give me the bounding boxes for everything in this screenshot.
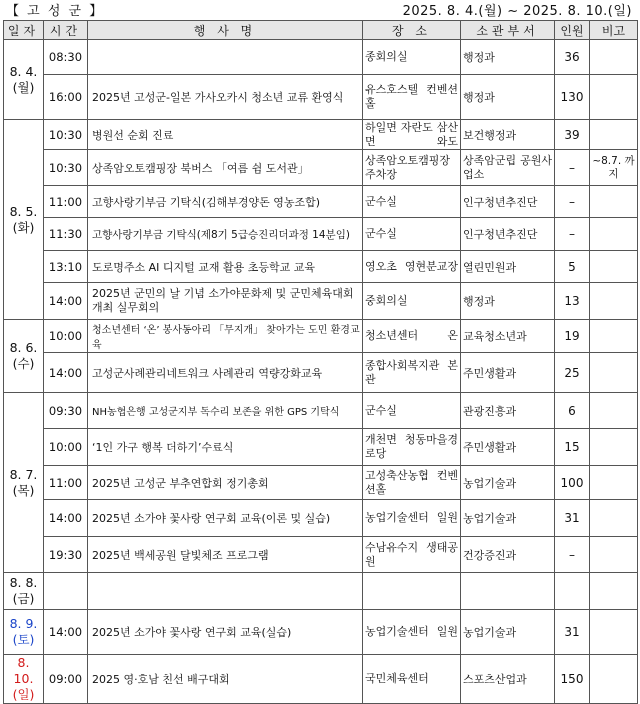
place-cell: 군수실 [363,218,461,251]
day-weekday: (수) [12,356,35,371]
table-row [4,573,638,610]
place-cell: 고성축산농협 컨벤션홀 [363,466,461,500]
page-header [0,0,640,20]
people-cell: – [555,218,590,251]
dept-cell: 농업기술과 [461,466,555,500]
place-cell [363,573,461,610]
day-cell [4,610,44,655]
day-date: 8. 10. [13,655,34,686]
dept-cell: 건강증진과 [461,537,555,573]
time-cell: 10:30 [44,120,88,150]
place-cell: 농업기술센터 일원 [363,610,461,655]
people-cell: 25 [555,353,590,393]
people-cell: 19 [555,320,590,353]
event-cell [88,40,363,75]
table-row [4,466,638,500]
col-people: 인원 [555,21,590,40]
day-date: 8. 7. [9,466,38,482]
place-cell: 영오초 영현분교장 [363,251,461,283]
event-cell: 2025 영·호남 친선 배구대회 [88,655,363,704]
event-cell: 2025년 고성군-일본 가사오카시 청소년 교류 환영식 [88,75,363,120]
day-weekday: (일) [12,687,35,702]
note-cell [590,353,638,393]
day-cell [4,573,44,610]
day-date: 8. 5. [9,203,38,219]
time-cell: 10:00 [44,429,88,466]
day-cell [4,393,44,573]
dept-cell: 농업기술과 [461,500,555,537]
table-row [4,537,638,573]
time-cell: 13:10 [44,251,88,283]
time-cell: 10:00 [44,320,88,353]
day-weekday: (화) [12,219,35,235]
place-cell: 상족암오토캠핑장 주차장 [363,150,461,186]
table-row [4,150,638,186]
time-cell: 19:30 [44,537,88,573]
people-cell: 15 [555,429,590,466]
people-cell [555,573,590,610]
time-cell: 10:30 [44,150,88,186]
table-row [4,283,638,320]
place-cell: 종회의실 [363,40,461,75]
note-cell [590,500,638,537]
schedule-period: 2025. 8. 4.(월) ~ 2025. 8. 10.(일) [402,4,632,19]
place-cell: 수남유수지 생태공원 [363,537,461,573]
event-cell: 2025년 군민의 날 기념 소가야문화제 및 군민체육대회 개최 실무회의 [88,283,363,320]
dept-cell: 교육청소년과 [461,320,555,353]
note-cell [590,218,638,251]
day-cell [4,120,44,320]
place-cell: 종합사회복지관 본관 [363,353,461,393]
event-cell: 고향사랑기부금 기탁식(제8기 5급승진리더과정 14분임) [88,218,363,251]
place-cell: 개천면 청동마을경로당 [363,429,461,466]
time-cell: 11:00 [44,186,88,218]
place-cell: 유스호스텔 컨벤션홀 [363,75,461,120]
note-cell [590,283,638,320]
table-row [4,610,638,655]
time-cell: 11:30 [44,218,88,251]
time-cell: 14:00 [44,610,88,655]
people-cell: 6 [555,393,590,429]
dept-cell: 인구청년추진단 [461,186,555,218]
table-row [4,251,638,283]
table-header-row [4,21,638,40]
event-cell: 청소년센터 ‘온’ 봉사동아리 「무지개」 찾아가는 도민 환경교육 [88,320,363,353]
note-cell [590,40,638,75]
dept-cell: 열린민원과 [461,251,555,283]
day-date: 8. 9. [9,616,38,631]
table-row [4,320,638,353]
time-cell: 08:30 [44,40,88,75]
day-cell [4,320,44,393]
day-weekday: (목) [12,482,35,498]
dept-cell: 주민생활과 [461,429,555,466]
col-note: 비고 [590,21,638,40]
dept-cell: 인구청년추진단 [461,218,555,251]
time-cell: 09:30 [44,393,88,429]
table-row [4,393,638,429]
note-cell [590,573,638,610]
time-cell: 11:00 [44,466,88,500]
note-cell [590,429,638,466]
note-cell [590,320,638,353]
note-cell [590,251,638,283]
people-cell: 130 [555,75,590,120]
day-weekday: (금) [12,591,35,606]
day-cell [4,40,44,120]
day-date: 8. 6. [9,340,38,355]
note-cell [590,75,638,120]
note-cell [590,120,638,150]
people-cell: 100 [555,466,590,500]
people-cell: 31 [555,610,590,655]
people-cell: 31 [555,500,590,537]
dept-cell: 농업기술과 [461,610,555,655]
people-cell: 39 [555,120,590,150]
time-cell [44,573,88,610]
event-cell: 고향사랑기부금 기탁식(김해부경양돈 영농조합) [88,186,363,218]
people-cell: – [555,537,590,573]
time-cell: 14:00 [44,353,88,393]
note-cell [590,186,638,218]
col-event: 행 사 명 [88,21,363,40]
note-cell [590,393,638,429]
event-cell: 도로명주소 AI 디지털 교재 활용 초등학교 교육 [88,251,363,283]
col-dept: 소관부서 [461,21,555,40]
day-cell [4,655,44,704]
note-cell [590,655,638,704]
note-cell: ~8.7. 까지 [590,150,638,186]
people-cell: 36 [555,40,590,75]
dept-cell: 보건행정과 [461,120,555,150]
place-cell: 군수실 [363,393,461,429]
table-row [4,353,638,393]
dept-cell [461,573,555,610]
time-cell: 09:00 [44,655,88,704]
place-cell: 농업기술센터 일원 [363,500,461,537]
day-weekday: (월) [12,79,35,95]
people-cell: – [555,186,590,218]
dept-cell: 행정과 [461,283,555,320]
people-cell: 13 [555,283,590,320]
dept-cell: 행정과 [461,75,555,120]
table-row [4,186,638,218]
place-cell: 국민체육센터 [363,655,461,704]
table-row [4,655,638,704]
event-cell: 고성군사례관리네트워크 사례관리 역량강화교육 [88,353,363,393]
table-row [4,500,638,537]
table-row [4,40,638,75]
time-cell: 14:00 [44,500,88,537]
day-weekday: (토) [12,632,35,647]
people-cell: – [555,150,590,186]
place-cell: 하일면 자란도 삼산면 와도 [363,120,461,150]
note-cell [590,466,638,500]
place-cell: 청소년센터 온 [363,320,461,353]
time-cell: 14:00 [44,283,88,320]
col-place: 장 소 [363,21,461,40]
county-title: 【 고 성 군 】 [6,4,105,19]
event-cell: ‘1인 가구 행복 더하기’수료식 [88,429,363,466]
event-cell: 2025년 소가야 꽃사랑 연구회 교육(이론 및 실습) [88,500,363,537]
table-row [4,218,638,251]
event-cell [88,573,363,610]
table-row [4,429,638,466]
col-time: 시간 [44,21,88,40]
dept-cell: 관광진흥과 [461,393,555,429]
event-cell: NH농협은행 고성군지부 독수리 보존을 위한 GPS 기탁식 [88,393,363,429]
day-date: 8. 8. [9,575,38,590]
place-cell: 중회의실 [363,283,461,320]
event-cell: 2025년 소가야 꽃사랑 연구회 교육(실습) [88,610,363,655]
table-row [4,75,638,120]
people-cell: 150 [555,655,590,704]
event-cell: 2025년 백세공원 달빛체조 프로그램 [88,537,363,573]
note-cell [590,537,638,573]
dept-cell: 행정과 [461,40,555,75]
dept-cell: 스포츠산업과 [461,655,555,704]
place-cell: 군수실 [363,186,461,218]
col-date: 일자 [4,21,44,40]
dept-cell: 상족암군립 공원사업소 [461,150,555,186]
table-row [4,120,638,150]
time-cell: 16:00 [44,75,88,120]
dept-cell: 주민생활과 [461,353,555,393]
event-cell: 병원선 순회 진료 [88,120,363,150]
note-cell [590,610,638,655]
schedule-table [3,20,638,704]
event-cell: 상족암오토캠핑장 북버스 「여름 쉼 도서관」 [88,150,363,186]
day-date: 8. 4. [9,63,38,79]
event-cell: 2025년 고성군 부추연합회 정기총회 [88,466,363,500]
people-cell: 5 [555,251,590,283]
